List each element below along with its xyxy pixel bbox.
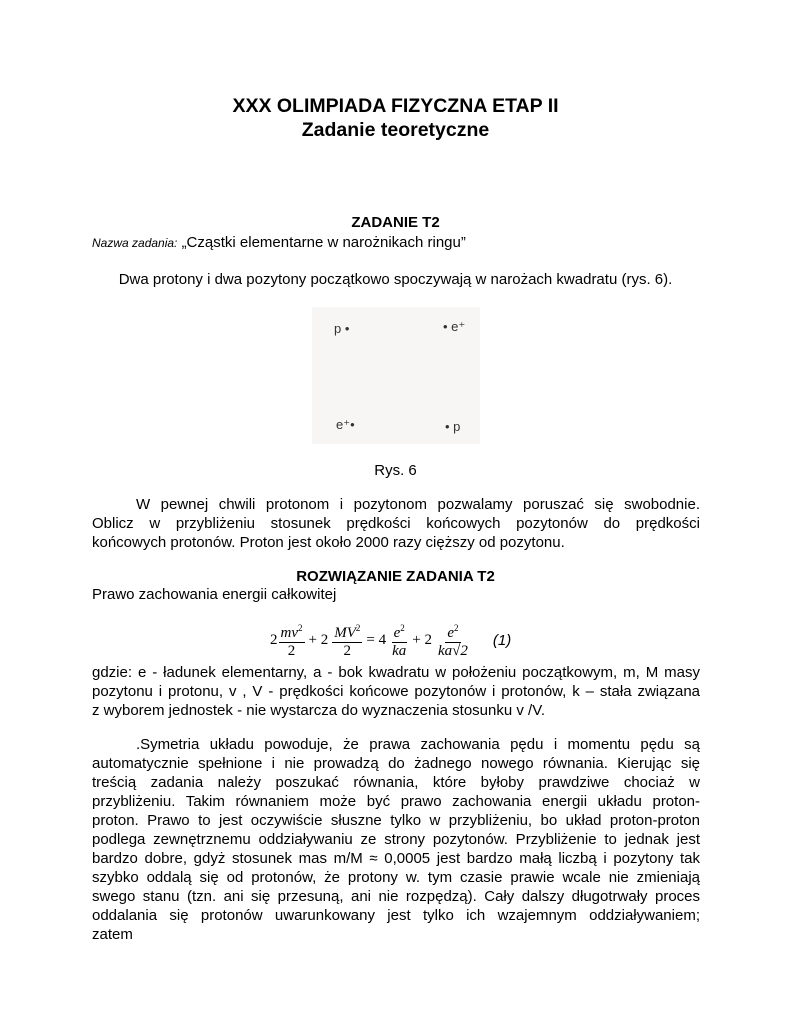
eq-num: MV — [334, 625, 356, 641]
task-name-row — [92, 233, 466, 253]
task-name-label: Nazwa zadania: — [92, 236, 178, 250]
body-line: automatycznie spełnione i nie prowadzą do żadnego nowego równania. Kierując się — [92, 755, 700, 772]
solution-body — [92, 735, 700, 944]
figure-caption: Rys. 6 — [374, 462, 417, 479]
eq-num: e — [447, 625, 455, 641]
body-line: swego stanu (tzn. ani się przesuną, ani nie rozpędzą). Cały dalszy długotrwały proces — [92, 888, 700, 905]
body-line: zatem — [92, 926, 133, 943]
task-name-value: „Cząstki elementarne w narożnikach ringu” — [181, 234, 466, 251]
proton-top-left: p • — [334, 321, 350, 336]
figure-square — [312, 307, 480, 444]
eq-equals: = 4 — [366, 631, 387, 648]
solution-heading: ROZWIĄZANIE ZADANIA T2 — [296, 568, 495, 585]
eq-frac-positron — [279, 620, 305, 660]
body-line: szybko oddalą się od protonów, że protony w. tym czasie prawie wcale nie zmieniają — [92, 869, 700, 886]
task-paragraph-line: W pewnej chwili protonom i pozytonom pozwalamy poruszać się swobodnie. — [136, 496, 700, 513]
where-paragraph — [92, 663, 700, 720]
body-line: podlega zewnętrznemu oddziaływaniu ze strony pozytonów. Przybliżenie to jednak jest — [92, 831, 700, 848]
page-subtitle: Zadanie teoretyczne — [301, 119, 490, 141]
task-paragraph-line: Oblicz w przybliżeniu stosunek prędkości końcowych pozytonów do prędkości — [92, 515, 700, 532]
task-paragraph-line: końcowych protonów. Proton jest około 2000 razy cięższy od pozytonu. — [92, 534, 565, 551]
eq-sq: 2 — [400, 623, 405, 633]
eq-sq: 2 — [355, 623, 361, 633]
body-line: treścią zadania należy poszukać równania, które byłoby prawdziwe chociaż w — [92, 774, 700, 791]
positron-bottom-left: e⁺• — [336, 417, 355, 432]
eq-den: 2 — [287, 643, 296, 659]
page-title: XXX OLIMPIADA FIZYCZNA ETAP II — [232, 95, 559, 117]
body-line: proton. Prawo to jest oczywiście słuszne tylko w przybliżeniu, bo układ proton-proton — [92, 812, 700, 829]
task-intro: Dwa protony i dwa pozytony początkowo spoczywają w narożach kwadratu (rys. 6). — [118, 271, 673, 288]
eq-frac-diagonal — [436, 620, 470, 660]
eq-num: e — [393, 625, 401, 641]
body-line: przybliżeniu. Takim równaniem może być prawo zachowania energii układu proton- — [92, 793, 700, 810]
eq-sq: 2 — [298, 623, 303, 633]
positron-top-right: • e⁺ — [443, 319, 466, 334]
eq-sq: 2 — [454, 623, 459, 633]
solution-intro: Prawo zachowania energii całkowitej — [92, 586, 337, 603]
energy-equation — [270, 620, 511, 666]
eq-den: ka — [392, 643, 407, 659]
eq-plus: + 2 — [308, 631, 329, 648]
where-line: z wyborem jednostek - nie wystarcza do wyznaczenia stosunku v /V. — [92, 702, 545, 719]
where-line: pozytonu i protonu, v , V - prędkości końcowe pozytonów i protonów, k – stała związana — [92, 683, 700, 700]
body-line: .Symetria układu powoduje, że prawa zachowania pędu i momentu pędu są — [136, 736, 700, 753]
body-line: bardzo dobre, gdyż stosunek mas m/M ≈ 0,0005 jest bardzo małą liczbą i pozytony tak — [92, 850, 700, 867]
eq-den: 2 — [343, 643, 352, 659]
equation-number: (1) — [492, 631, 512, 649]
task-paragraph — [92, 495, 700, 552]
eq-frac-side — [390, 620, 408, 660]
eq-frac-proton — [332, 620, 362, 660]
eq-den: ka√2 — [438, 643, 468, 659]
eq-plus: + 2 — [412, 631, 432, 648]
eq-num: mv — [280, 625, 298, 641]
task-heading: ZADANIE T2 — [351, 214, 440, 231]
eq-coef: 2 — [270, 631, 278, 648]
body-line: oddalania się protonów uwarunkowany jest tylko ich wzajemnym oddziaływaniem; — [92, 907, 700, 924]
where-line: gdzie: e - ładunek elementarny, a - bok kwadratu w położeniu początkowym, m, M masy — [92, 664, 700, 681]
proton-bottom-right: • p — [445, 419, 461, 434]
